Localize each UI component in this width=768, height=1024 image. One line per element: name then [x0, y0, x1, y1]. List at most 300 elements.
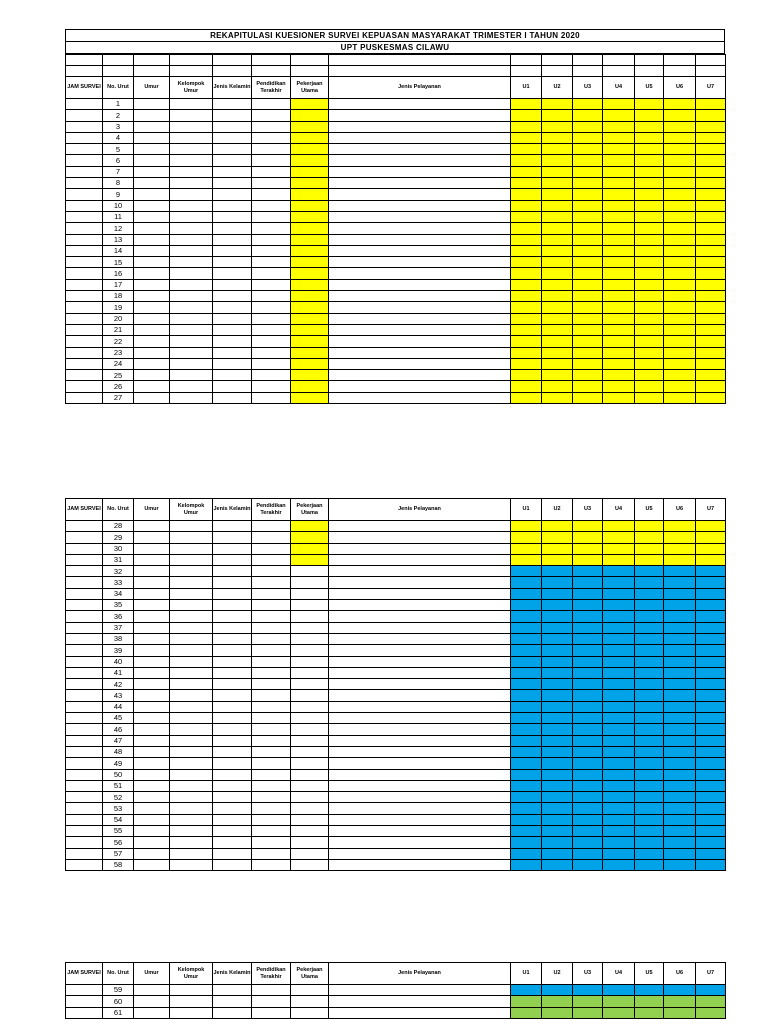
cell-u5[interactable]	[635, 985, 664, 996]
cell-u1[interactable]	[511, 1007, 542, 1018]
cell-pekerjaan[interactable]	[291, 985, 329, 996]
cell-u5[interactable]	[635, 826, 664, 837]
cell-u1[interactable]	[511, 121, 542, 132]
cell-u1[interactable]	[511, 302, 542, 313]
cell-u5[interactable]	[635, 543, 664, 554]
cell-jenis-pelayanan[interactable]	[329, 588, 511, 599]
cell-no-urut[interactable]: 25	[103, 370, 134, 381]
cell-pendidikan[interactable]	[252, 200, 291, 211]
cell-u7[interactable]	[696, 121, 726, 132]
cell-u4[interactable]	[603, 577, 635, 588]
cell-u3[interactable]	[573, 200, 603, 211]
cell-u3[interactable]	[573, 234, 603, 245]
cell-u5[interactable]	[635, 859, 664, 870]
cell-u3[interactable]	[573, 245, 603, 256]
cell-no-urut[interactable]: 16	[103, 268, 134, 279]
cell-u4[interactable]	[603, 358, 635, 369]
cell-u6[interactable]	[664, 566, 696, 577]
cell-no-urut[interactable]: 44	[103, 701, 134, 712]
cell-u1[interactable]	[511, 588, 542, 599]
cell-u6[interactable]	[664, 792, 696, 803]
cell-u5[interactable]	[635, 588, 664, 599]
cell-jenis-kelamin[interactable]	[213, 758, 252, 769]
cell-umur[interactable]	[134, 633, 170, 644]
cell-no-urut[interactable]: 49	[103, 758, 134, 769]
cell-u7[interactable]	[696, 279, 726, 290]
cell-jenis-kelamin[interactable]	[213, 313, 252, 324]
cell-u3[interactable]	[573, 622, 603, 633]
cell-jam[interactable]	[66, 724, 103, 735]
cell-pekerjaan[interactable]	[291, 996, 329, 1007]
cell-u1[interactable]	[511, 679, 542, 690]
cell-u1[interactable]	[511, 178, 542, 189]
cell-u6[interactable]	[664, 803, 696, 814]
cell-jenis-kelamin[interactable]	[213, 679, 252, 690]
cell-jenis-kelamin[interactable]	[213, 370, 252, 381]
cell-u3[interactable]	[573, 279, 603, 290]
cell-no-urut[interactable]: 38	[103, 633, 134, 644]
cell-jenis-pelayanan[interactable]	[329, 302, 511, 313]
cell-kelompok-umur[interactable]	[170, 144, 213, 155]
cell-u7[interactable]	[696, 848, 726, 859]
cell-kelompok-umur[interactable]	[170, 690, 213, 701]
cell-jenis-pelayanan[interactable]	[329, 780, 511, 791]
cell-u1[interactable]	[511, 336, 542, 347]
cell-u2[interactable]	[542, 532, 573, 543]
cell-u4[interactable]	[603, 645, 635, 656]
cell-u4[interactable]	[603, 837, 635, 848]
cell-pekerjaan[interactable]	[291, 622, 329, 633]
cell-u2[interactable]	[542, 121, 573, 132]
cell-u5[interactable]	[635, 803, 664, 814]
cell-jenis-pelayanan[interactable]	[329, 347, 511, 358]
cell-pendidikan[interactable]	[252, 211, 291, 222]
cell-no-urut[interactable]: 9	[103, 189, 134, 200]
cell-u3[interactable]	[573, 837, 603, 848]
cell-pekerjaan[interactable]	[291, 99, 329, 110]
cell-u2[interactable]	[542, 735, 573, 746]
cell-jam[interactable]	[66, 690, 103, 701]
cell-u3[interactable]	[573, 633, 603, 644]
cell-pendidikan[interactable]	[252, 679, 291, 690]
cell-jam[interactable]	[66, 746, 103, 757]
cell-u7[interactable]	[696, 633, 726, 644]
cell-umur[interactable]	[134, 848, 170, 859]
cell-umur[interactable]	[134, 611, 170, 622]
cell-u2[interactable]	[542, 985, 573, 996]
cell-jenis-kelamin[interactable]	[213, 99, 252, 110]
cell-u1[interactable]	[511, 358, 542, 369]
cell-u3[interactable]	[573, 713, 603, 724]
cell-jenis-pelayanan[interactable]	[329, 769, 511, 780]
cell-no-urut[interactable]: 37	[103, 622, 134, 633]
cell-u3[interactable]	[573, 381, 603, 392]
cell-pendidikan[interactable]	[252, 826, 291, 837]
cell-u2[interactable]	[542, 588, 573, 599]
cell-no-urut[interactable]: 46	[103, 724, 134, 735]
cell-jenis-kelamin[interactable]	[213, 996, 252, 1007]
cell-umur[interactable]	[134, 803, 170, 814]
cell-u3[interactable]	[573, 724, 603, 735]
cell-kelompok-umur[interactable]	[170, 211, 213, 222]
cell-u3[interactable]	[573, 358, 603, 369]
cell-no-urut[interactable]: 35	[103, 600, 134, 611]
cell-umur[interactable]	[134, 381, 170, 392]
cell-pekerjaan[interactable]	[291, 667, 329, 678]
cell-u6[interactable]	[664, 234, 696, 245]
cell-jenis-pelayanan[interactable]	[329, 189, 511, 200]
cell-pendidikan[interactable]	[252, 144, 291, 155]
cell-jam[interactable]	[66, 268, 103, 279]
cell-umur[interactable]	[134, 302, 170, 313]
cell-u2[interactable]	[542, 1007, 573, 1018]
cell-jenis-kelamin[interactable]	[213, 566, 252, 577]
cell-u4[interactable]	[603, 996, 635, 1007]
cell-u1[interactable]	[511, 769, 542, 780]
cell-u7[interactable]	[696, 543, 726, 554]
cell-jenis-pelayanan[interactable]	[329, 200, 511, 211]
cell-u3[interactable]	[573, 178, 603, 189]
cell-no-urut[interactable]: 29	[103, 532, 134, 543]
cell-u1[interactable]	[511, 645, 542, 656]
cell-jenis-kelamin[interactable]	[213, 656, 252, 667]
cell-kelompok-umur[interactable]	[170, 667, 213, 678]
cell-u7[interactable]	[696, 358, 726, 369]
cell-u6[interactable]	[664, 121, 696, 132]
cell-kelompok-umur[interactable]	[170, 521, 213, 532]
cell-no-urut[interactable]: 4	[103, 132, 134, 143]
cell-u1[interactable]	[511, 543, 542, 554]
cell-u1[interactable]	[511, 110, 542, 121]
cell-pekerjaan[interactable]	[291, 358, 329, 369]
cell-jenis-pelayanan[interactable]	[329, 724, 511, 735]
cell-umur[interactable]	[134, 347, 170, 358]
cell-umur[interactable]	[134, 1007, 170, 1018]
cell-u5[interactable]	[635, 780, 664, 791]
cell-jenis-kelamin[interactable]	[213, 600, 252, 611]
cell-u1[interactable]	[511, 245, 542, 256]
cell-u2[interactable]	[542, 110, 573, 121]
cell-jenis-kelamin[interactable]	[213, 803, 252, 814]
cell-no-urut[interactable]: 36	[103, 611, 134, 622]
cell-u5[interactable]	[635, 132, 664, 143]
cell-u6[interactable]	[664, 381, 696, 392]
cell-kelompok-umur[interactable]	[170, 792, 213, 803]
cell-jenis-pelayanan[interactable]	[329, 566, 511, 577]
cell-pendidikan[interactable]	[252, 268, 291, 279]
cell-jenis-kelamin[interactable]	[213, 622, 252, 633]
cell-u4[interactable]	[603, 667, 635, 678]
cell-u6[interactable]	[664, 257, 696, 268]
cell-u7[interactable]	[696, 234, 726, 245]
cell-u6[interactable]	[664, 769, 696, 780]
cell-u7[interactable]	[696, 178, 726, 189]
cell-u6[interactable]	[664, 532, 696, 543]
cell-kelompok-umur[interactable]	[170, 358, 213, 369]
cell-jenis-pelayanan[interactable]	[329, 245, 511, 256]
cell-u6[interactable]	[664, 645, 696, 656]
cell-u1[interactable]	[511, 189, 542, 200]
cell-umur[interactable]	[134, 110, 170, 121]
cell-kelompok-umur[interactable]	[170, 189, 213, 200]
cell-u4[interactable]	[603, 392, 635, 403]
cell-pendidikan[interactable]	[252, 324, 291, 335]
cell-no-urut[interactable]: 27	[103, 392, 134, 403]
cell-jenis-kelamin[interactable]	[213, 392, 252, 403]
cell-u3[interactable]	[573, 588, 603, 599]
cell-jam[interactable]	[66, 392, 103, 403]
cell-jenis-pelayanan[interactable]	[329, 554, 511, 565]
cell-u6[interactable]	[664, 758, 696, 769]
cell-umur[interactable]	[134, 279, 170, 290]
cell-no-urut[interactable]: 19	[103, 302, 134, 313]
cell-jenis-kelamin[interactable]	[213, 268, 252, 279]
cell-u5[interactable]	[635, 667, 664, 678]
cell-umur[interactable]	[134, 121, 170, 132]
cell-umur[interactable]	[134, 291, 170, 302]
cell-pendidikan[interactable]	[252, 532, 291, 543]
cell-kelompok-umur[interactable]	[170, 268, 213, 279]
cell-u2[interactable]	[542, 645, 573, 656]
cell-umur[interactable]	[134, 701, 170, 712]
cell-jam[interactable]	[66, 656, 103, 667]
cell-kelompok-umur[interactable]	[170, 679, 213, 690]
cell-no-urut[interactable]: 8	[103, 178, 134, 189]
cell-u1[interactable]	[511, 566, 542, 577]
cell-pendidikan[interactable]	[252, 178, 291, 189]
cell-jam[interactable]	[66, 110, 103, 121]
cell-u2[interactable]	[542, 144, 573, 155]
cell-no-urut[interactable]: 61	[103, 1007, 134, 1018]
cell-no-urut[interactable]: 39	[103, 645, 134, 656]
cell-umur[interactable]	[134, 985, 170, 996]
cell-jenis-pelayanan[interactable]	[329, 735, 511, 746]
cell-kelompok-umur[interactable]	[170, 826, 213, 837]
cell-u7[interactable]	[696, 302, 726, 313]
cell-kelompok-umur[interactable]	[170, 223, 213, 234]
cell-u1[interactable]	[511, 611, 542, 622]
cell-u4[interactable]	[603, 223, 635, 234]
cell-pendidikan[interactable]	[252, 110, 291, 121]
cell-pekerjaan[interactable]	[291, 381, 329, 392]
cell-pekerjaan[interactable]	[291, 291, 329, 302]
cell-kelompok-umur[interactable]	[170, 713, 213, 724]
cell-jenis-kelamin[interactable]	[213, 746, 252, 757]
cell-u3[interactable]	[573, 268, 603, 279]
cell-jenis-kelamin[interactable]	[213, 291, 252, 302]
cell-umur[interactable]	[134, 543, 170, 554]
cell-u2[interactable]	[542, 223, 573, 234]
cell-umur[interactable]	[134, 200, 170, 211]
cell-u6[interactable]	[664, 347, 696, 358]
cell-u5[interactable]	[635, 814, 664, 825]
cell-u7[interactable]	[696, 110, 726, 121]
cell-umur[interactable]	[134, 257, 170, 268]
cell-u4[interactable]	[603, 679, 635, 690]
cell-u2[interactable]	[542, 758, 573, 769]
cell-jenis-kelamin[interactable]	[213, 358, 252, 369]
cell-u1[interactable]	[511, 780, 542, 791]
cell-u3[interactable]	[573, 814, 603, 825]
cell-jenis-kelamin[interactable]	[213, 211, 252, 222]
cell-umur[interactable]	[134, 622, 170, 633]
cell-u5[interactable]	[635, 178, 664, 189]
cell-pekerjaan[interactable]	[291, 155, 329, 166]
cell-u1[interactable]	[511, 859, 542, 870]
cell-u7[interactable]	[696, 166, 726, 177]
cell-kelompok-umur[interactable]	[170, 633, 213, 644]
cell-jam[interactable]	[66, 132, 103, 143]
cell-jam[interactable]	[66, 189, 103, 200]
cell-kelompok-umur[interactable]	[170, 324, 213, 335]
cell-u6[interactable]	[664, 268, 696, 279]
cell-pendidikan[interactable]	[252, 257, 291, 268]
cell-u4[interactable]	[603, 758, 635, 769]
cell-u6[interactable]	[664, 656, 696, 667]
cell-jenis-pelayanan[interactable]	[329, 1007, 511, 1018]
cell-jam[interactable]	[66, 758, 103, 769]
cell-u4[interactable]	[603, 554, 635, 565]
cell-jenis-kelamin[interactable]	[213, 792, 252, 803]
cell-u4[interactable]	[603, 780, 635, 791]
cell-u1[interactable]	[511, 848, 542, 859]
cell-jenis-pelayanan[interactable]	[329, 155, 511, 166]
cell-jenis-pelayanan[interactable]	[329, 110, 511, 121]
cell-umur[interactable]	[134, 814, 170, 825]
cell-u2[interactable]	[542, 189, 573, 200]
cell-umur[interactable]	[134, 780, 170, 791]
cell-u2[interactable]	[542, 99, 573, 110]
cell-u5[interactable]	[635, 121, 664, 132]
cell-jenis-pelayanan[interactable]	[329, 99, 511, 110]
cell-u6[interactable]	[664, 848, 696, 859]
cell-u5[interactable]	[635, 211, 664, 222]
cell-jenis-pelayanan[interactable]	[329, 667, 511, 678]
cell-u5[interactable]	[635, 370, 664, 381]
cell-no-urut[interactable]: 13	[103, 234, 134, 245]
cell-u6[interactable]	[664, 144, 696, 155]
cell-jam[interactable]	[66, 99, 103, 110]
cell-pekerjaan[interactable]	[291, 826, 329, 837]
cell-u2[interactable]	[542, 358, 573, 369]
cell-jenis-pelayanan[interactable]	[329, 291, 511, 302]
cell-pendidikan[interactable]	[252, 600, 291, 611]
cell-pekerjaan[interactable]	[291, 211, 329, 222]
cell-umur[interactable]	[134, 358, 170, 369]
cell-u5[interactable]	[635, 324, 664, 335]
cell-jenis-kelamin[interactable]	[213, 577, 252, 588]
cell-u5[interactable]	[635, 155, 664, 166]
cell-u3[interactable]	[573, 223, 603, 234]
cell-no-urut[interactable]: 60	[103, 996, 134, 1007]
cell-u6[interactable]	[664, 370, 696, 381]
cell-u1[interactable]	[511, 826, 542, 837]
cell-u4[interactable]	[603, 336, 635, 347]
cell-u1[interactable]	[511, 132, 542, 143]
cell-no-urut[interactable]: 20	[103, 313, 134, 324]
cell-umur[interactable]	[134, 155, 170, 166]
cell-u2[interactable]	[542, 257, 573, 268]
cell-jam[interactable]	[66, 554, 103, 565]
cell-jenis-kelamin[interactable]	[213, 713, 252, 724]
cell-umur[interactable]	[134, 234, 170, 245]
cell-pekerjaan[interactable]	[291, 245, 329, 256]
cell-kelompok-umur[interactable]	[170, 724, 213, 735]
cell-u7[interactable]	[696, 324, 726, 335]
cell-jam[interactable]	[66, 234, 103, 245]
cell-jam[interactable]	[66, 279, 103, 290]
cell-u2[interactable]	[542, 600, 573, 611]
cell-jenis-kelamin[interactable]	[213, 189, 252, 200]
cell-u3[interactable]	[573, 532, 603, 543]
cell-umur[interactable]	[134, 392, 170, 403]
cell-jenis-pelayanan[interactable]	[329, 690, 511, 701]
cell-u7[interactable]	[696, 144, 726, 155]
cell-jenis-pelayanan[interactable]	[329, 577, 511, 588]
cell-u1[interactable]	[511, 268, 542, 279]
cell-u5[interactable]	[635, 279, 664, 290]
cell-u3[interactable]	[573, 554, 603, 565]
cell-pendidikan[interactable]	[252, 1007, 291, 1018]
cell-u5[interactable]	[635, 611, 664, 622]
cell-u6[interactable]	[664, 166, 696, 177]
cell-pendidikan[interactable]	[252, 667, 291, 678]
cell-u7[interactable]	[696, 189, 726, 200]
cell-jam[interactable]	[66, 521, 103, 532]
cell-jam[interactable]	[66, 633, 103, 644]
cell-jenis-pelayanan[interactable]	[329, 313, 511, 324]
cell-u6[interactable]	[664, 996, 696, 1007]
cell-umur[interactable]	[134, 859, 170, 870]
cell-pendidikan[interactable]	[252, 724, 291, 735]
cell-jam[interactable]	[66, 645, 103, 656]
cell-pendidikan[interactable]	[252, 291, 291, 302]
cell-kelompok-umur[interactable]	[170, 166, 213, 177]
cell-u4[interactable]	[603, 381, 635, 392]
cell-pekerjaan[interactable]	[291, 234, 329, 245]
cell-pekerjaan[interactable]	[291, 577, 329, 588]
cell-jenis-pelayanan[interactable]	[329, 532, 511, 543]
cell-u3[interactable]	[573, 1007, 603, 1018]
cell-u4[interactable]	[603, 279, 635, 290]
cell-u7[interactable]	[696, 724, 726, 735]
cell-u4[interactable]	[603, 347, 635, 358]
cell-pendidikan[interactable]	[252, 166, 291, 177]
cell-pekerjaan[interactable]	[291, 313, 329, 324]
cell-umur[interactable]	[134, 600, 170, 611]
cell-jenis-pelayanan[interactable]	[329, 268, 511, 279]
cell-umur[interactable]	[134, 656, 170, 667]
cell-jenis-kelamin[interactable]	[213, 324, 252, 335]
cell-umur[interactable]	[134, 370, 170, 381]
cell-u4[interactable]	[603, 769, 635, 780]
cell-pekerjaan[interactable]	[291, 713, 329, 724]
cell-kelompok-umur[interactable]	[170, 245, 213, 256]
cell-pendidikan[interactable]	[252, 985, 291, 996]
cell-umur[interactable]	[134, 166, 170, 177]
cell-u1[interactable]	[511, 521, 542, 532]
cell-u2[interactable]	[542, 521, 573, 532]
cell-u7[interactable]	[696, 566, 726, 577]
cell-pekerjaan[interactable]	[291, 859, 329, 870]
cell-pekerjaan[interactable]	[291, 735, 329, 746]
cell-kelompok-umur[interactable]	[170, 746, 213, 757]
cell-no-urut[interactable]: 24	[103, 358, 134, 369]
cell-u3[interactable]	[573, 521, 603, 532]
cell-u5[interactable]	[635, 769, 664, 780]
cell-u2[interactable]	[542, 291, 573, 302]
cell-u2[interactable]	[542, 554, 573, 565]
